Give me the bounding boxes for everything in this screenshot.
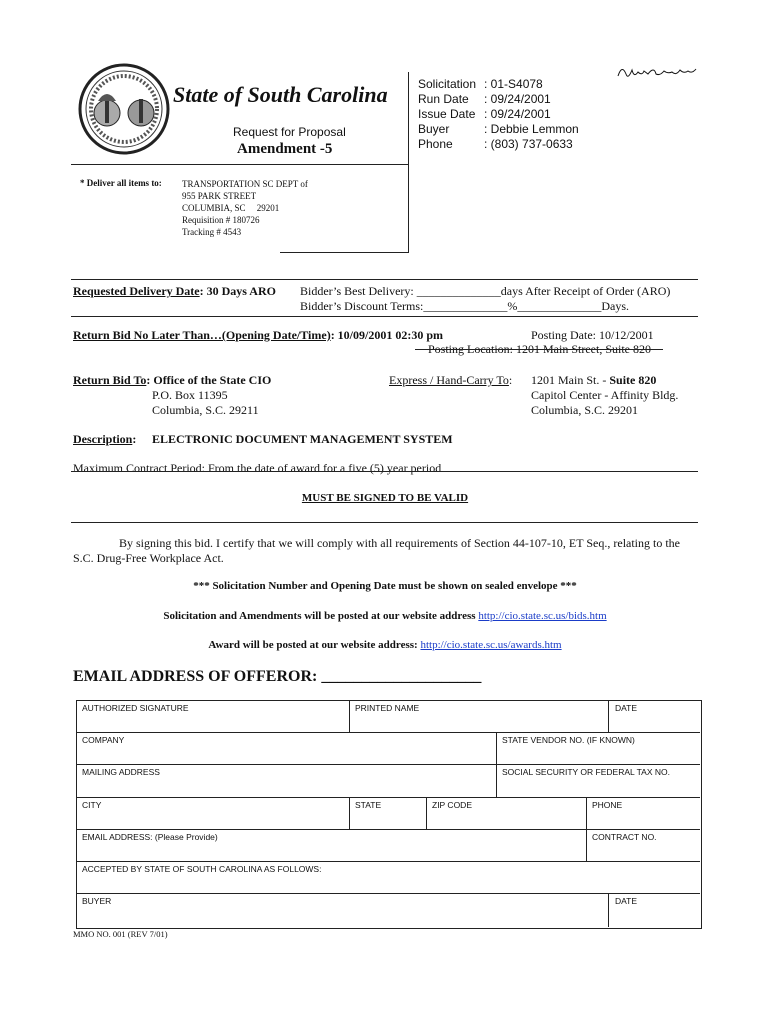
website-awards: Award will be posted at our website address: http://cio.state.sc.us/awards.htm bbox=[208, 639, 562, 651]
website-solicitations: Solicitation and Amendments will be posted at our website address http://cio.state.sc.us/bids.htm bbox=[163, 610, 607, 622]
buyer-date-field[interactable]: DATE bbox=[615, 896, 638, 906]
info-row-solicitation: Solicitation : 01-S4078 bbox=[418, 77, 543, 91]
email-heading: EMAIL ADDRESS OF OFFEROR: ____________________ bbox=[73, 668, 482, 685]
express-label: Express / Hand-Carry To: bbox=[389, 373, 513, 387]
buyer-field[interactable]: BUYER bbox=[82, 896, 112, 906]
bidder-discount-terms: Bidder’s Discount Terms:______________%______________Days. bbox=[300, 299, 630, 313]
envelope-notice: *** Solicitation Number and Opening Date must be shown on sealed envelope *** bbox=[193, 580, 577, 592]
company-field[interactable]: COMPANY bbox=[82, 735, 125, 745]
posting-date: Posting Date: 10/12/2001 bbox=[531, 328, 654, 342]
info-block bbox=[418, 77, 579, 152]
description-value: ELECTRONIC DOCUMENT MANAGEMENT SYSTEM bbox=[152, 432, 453, 446]
state-seal bbox=[78, 63, 170, 155]
accepted-by-label: ACCEPTED BY STATE OF SOUTH CAROLINA AS FOLLOWS: bbox=[82, 864, 322, 874]
amendment-title: Amendment -5 bbox=[237, 141, 333, 157]
info-row-buyer: Buyer : Debbie Lemmon bbox=[418, 122, 579, 136]
bidder-best-delivery: Bidder’s Best Delivery: ______________days After Receipt of Order (ARO) bbox=[300, 284, 671, 298]
info-row-issue-date: Issue Date : 09/24/2001 bbox=[418, 107, 551, 121]
city-field[interactable]: CITY bbox=[82, 800, 102, 810]
delivery-address: TRANSPORTATION SC DEPT of 955 PARK STREET COLUMBIA, SC 29201 Requisition # 180726 Tracking # 4543 bbox=[182, 179, 308, 237]
certify-statement: By signing this bid. I certify that we will comply with all requirements of Section 44-107-10, ET Seq., relating to the S.C. Drug-Free Workplace Act. bbox=[73, 536, 681, 565]
info-row-phone: Phone : (803) 737-0633 bbox=[418, 137, 573, 151]
bids-link[interactable]: http://cio.state.sc.us/bids.htm bbox=[478, 610, 607, 622]
must-sign-notice: MUST BE SIGNED TO BE VALID bbox=[301, 492, 469, 504]
description: Description: bbox=[73, 432, 137, 446]
deliver-label: * Deliver all items to: bbox=[80, 178, 162, 188]
zip-code-field[interactable]: ZIP CODE bbox=[432, 800, 472, 810]
date-field[interactable]: DATE bbox=[615, 703, 638, 713]
printed-name-field[interactable]: PRINTED NAME bbox=[355, 703, 420, 713]
request-label: Request for Proposal bbox=[233, 125, 346, 139]
tax-number-field[interactable]: SOCIAL SECURITY OR FEDERAL TAX NO. bbox=[502, 767, 670, 777]
express-address: 1201 Main St. - Suite 820 Capitol Center - Affinity Bldg. Columbia, S.C. 29201 bbox=[531, 373, 679, 417]
form-number: MMO NO. 001 (REV 7/01) bbox=[73, 929, 168, 939]
return-deadline: Return Bid No Later Than…(Opening Date/Time): 10/09/2001 02:30 pm bbox=[73, 328, 444, 342]
authorized-signature-field[interactable]: AUTHORIZED SIGNATURE bbox=[82, 703, 189, 713]
state-title: State of South Carolina bbox=[173, 82, 388, 107]
mailing-address-field[interactable]: MAILING ADDRESS bbox=[82, 767, 160, 777]
max-contract-period: Maximum Contract Period: From the date of award for a five (5) year period bbox=[73, 461, 442, 475]
state-field[interactable]: STATE bbox=[355, 800, 382, 810]
phone-field[interactable]: PHONE bbox=[592, 800, 623, 810]
email-address-field[interactable]: EMAIL ADDRESS: (Please Provide) bbox=[82, 832, 218, 842]
buyer-signature bbox=[616, 62, 700, 87]
posting-location: Posting Location: 1201 Main Street, Suite 820 bbox=[428, 342, 651, 356]
return-bid-to: Return Bid To: Office of the State CIO bbox=[73, 373, 272, 387]
contract-number-field[interactable]: CONTRACT NO. bbox=[592, 832, 657, 842]
awards-link[interactable]: http://cio.state.sc.us/awards.htm bbox=[420, 639, 562, 651]
requested-delivery: Requested Delivery Date: 30 Days ARO bbox=[73, 284, 276, 298]
state-vendor-field[interactable]: STATE VENDOR NO. (IF KNOWN) bbox=[502, 735, 635, 745]
return-address: P.O. Box 11395 Columbia, S.C. 29211 bbox=[152, 388, 259, 417]
info-row-run-date: Run Date : 09/24/2001 bbox=[418, 92, 551, 106]
